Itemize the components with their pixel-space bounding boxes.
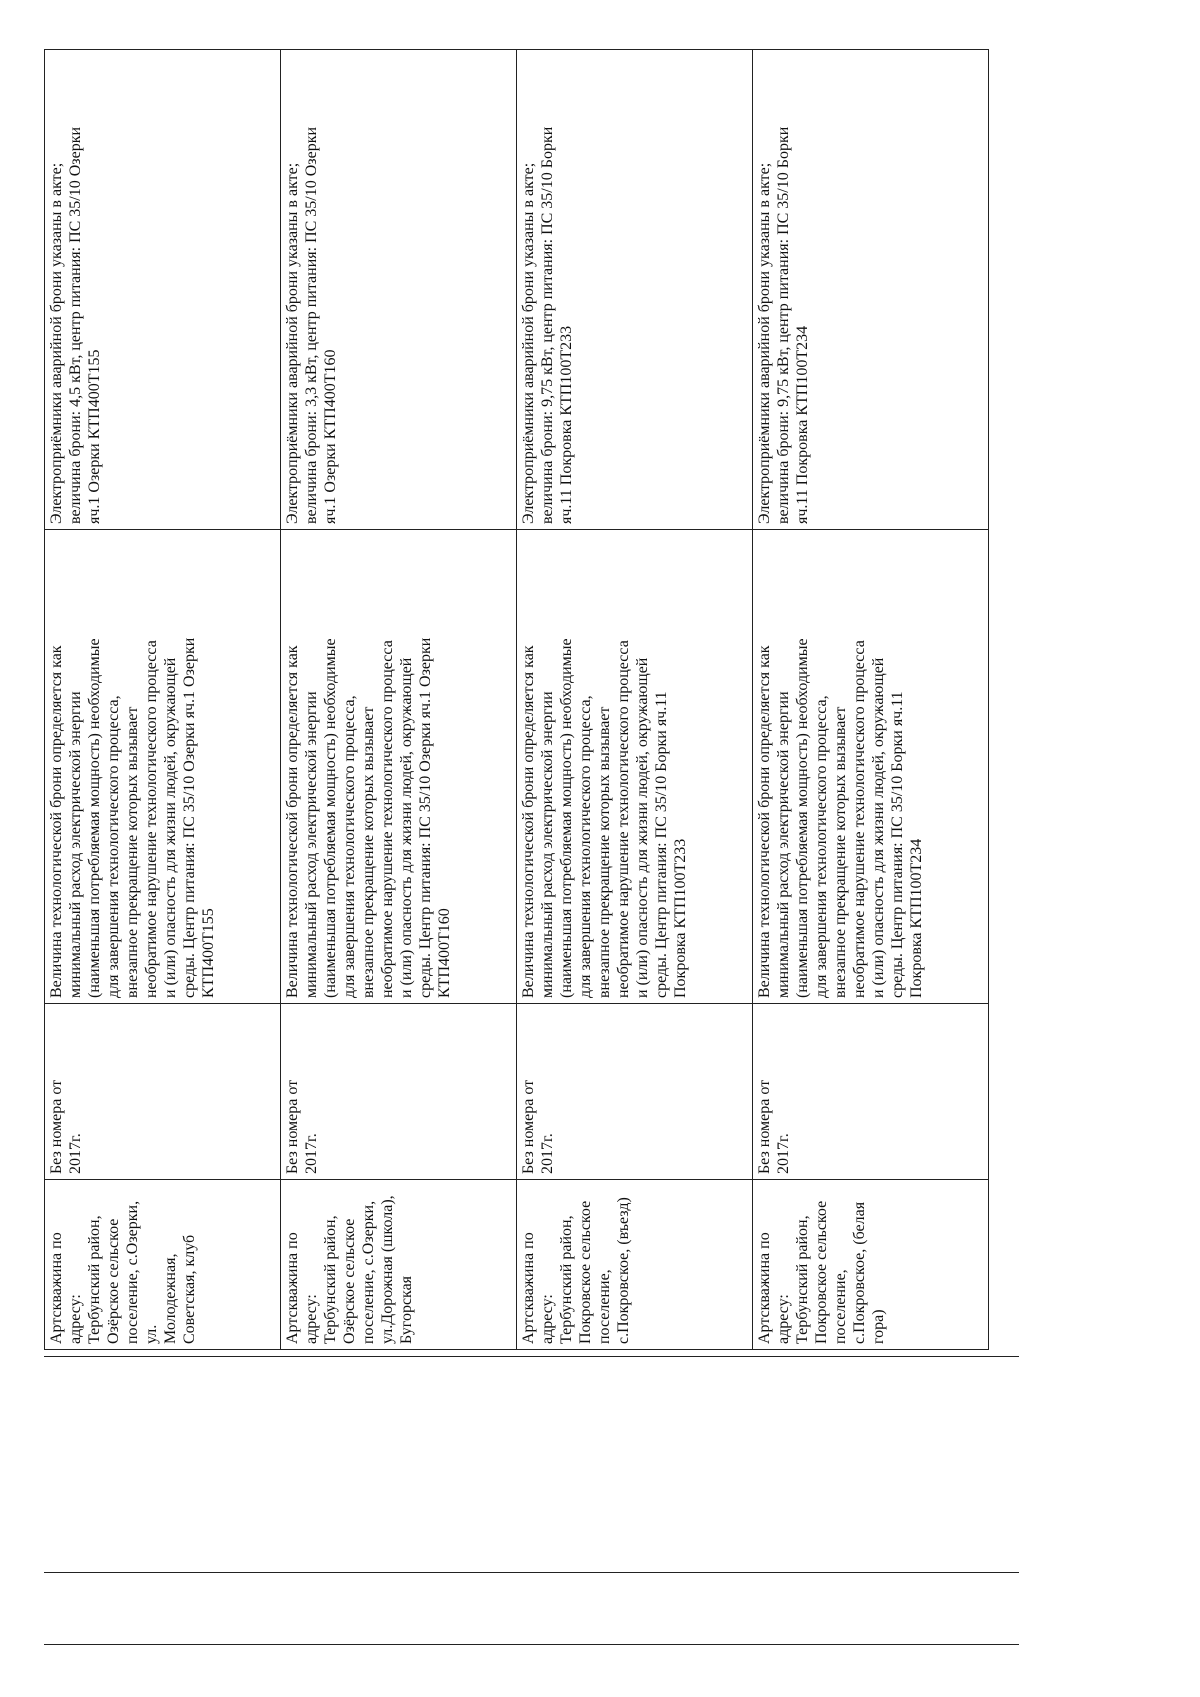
table-row: [281, 50, 517, 1350]
table-row: [517, 50, 753, 1350]
object-address-cell: Артскважина по адресу: Тербунский район, Озёрское сельское поселение, с.Озерки, ул.Дорожная (школа), Бугорская: [281, 1180, 517, 1350]
technological-reserve-cell: Величина технологической брони определяется как минимальный расход электрической энергии (наименьшая потребляемая мощность) необходимые для завершения технологического процесса, внезапное прекращение которых вызывает необратимое нарушение технологического процесса и (или) опасность для жизни людей, окружающей среды. Центр питания: ПС 35/10 Озерки яч.1 Озерки КТП400Т155: [45, 530, 281, 1004]
technological-reserve-cell: Величина технологической брони определяется как минимальный расход электрической энергии (наименьшая потребляемая мощность) необходимые для завершения технологического процесса, внезапное прекращение которых вызывает необратимое нарушение технологического процесса и (или) опасность для жизни людей, окружающей среды. Центр питания: ПС 35/10 Борки яч.11 Покровка КТП100Т234: [753, 530, 989, 1004]
emergency-reserve-cell: Электроприёмники аварийной брони указаны в акте; величина брони: 9,75 кВт, центр питания: ПС 35/10 Борки яч.11 Покровка КТП100Т234: [753, 50, 989, 530]
backup-power-table: [44, 49, 989, 1350]
emergency-reserve-cell: Электроприёмники аварийной брони указаны в акте; величина брони: 4,5 кВт, центр питания: ПС 35/10 Озерки яч.1 Озерки КТП400Т155: [45, 50, 281, 530]
table-row: [45, 50, 281, 1350]
margin-rule-top: [44, 1356, 1019, 1357]
object-address-cell: Артскважина по адресу: Тербунский район, Покровское сельское поселение, с.Покровское, (белая гора): [753, 1180, 989, 1350]
emergency-reserve-cell: Электроприёмники аварийной брони указаны в акте; величина брони: 9,75 кВт, центр питания: ПС 35/10 Борки яч.11 Покровка КТП100Т233: [517, 50, 753, 530]
act-cell: Без номера от 2017г.: [753, 1004, 989, 1180]
technological-reserve-cell: Величина технологической брони определяется как минимальный расход электрической энергии (наименьшая потребляемая мощность) необходимые для завершения технологического процесса, внезапное прекращение которых вызывает необратимое нарушение технологического процесса и (или) опасность для жизни людей, окружающей среды. Центр питания: ПС 35/10 Озерки яч.1 Озерки КТП400Т160: [281, 530, 517, 1004]
object-address-cell: Артскважина по адресу: Тербунский район, Покровское сельское поселение, с.Покровское, (въезд): [517, 1180, 753, 1350]
margin-rule-bottom: [44, 1644, 1019, 1645]
object-address-cell: Артскважина по адресу: Тербунский район, Озёрское сельское поселение, с.Озерки, ул. Молодежная, Советская, клуб: [45, 1180, 281, 1350]
table-row: [753, 50, 989, 1350]
act-cell: Без номера от 2017г.: [45, 1004, 281, 1180]
rotated-table-container: [44, 50, 1034, 1350]
emergency-reserve-cell: Электроприёмники аварийной брони указаны в акте; величина брони: 3,3 кВт, центр питания: ПС 35/10 Озерки яч.1 Озерки КТП400Т160: [281, 50, 517, 530]
act-cell: Без номера от 2017г.: [517, 1004, 753, 1180]
margin-rule-middle: [44, 1572, 1019, 1573]
technological-reserve-cell: Величина технологической брони определяется как минимальный расход электрической энергии (наименьшая потребляемая мощность) необходимые для завершения технологического процесса, внезапное прекращение которых вызывает необратимое нарушение технологического процесса и (или) опасность для жизни людей, окружающей среды. Центр питания: ПС 35/10 Борки яч.11 Покровка КТП100Т233: [517, 530, 753, 1004]
act-cell: Без номера от 2017г.: [281, 1004, 517, 1180]
